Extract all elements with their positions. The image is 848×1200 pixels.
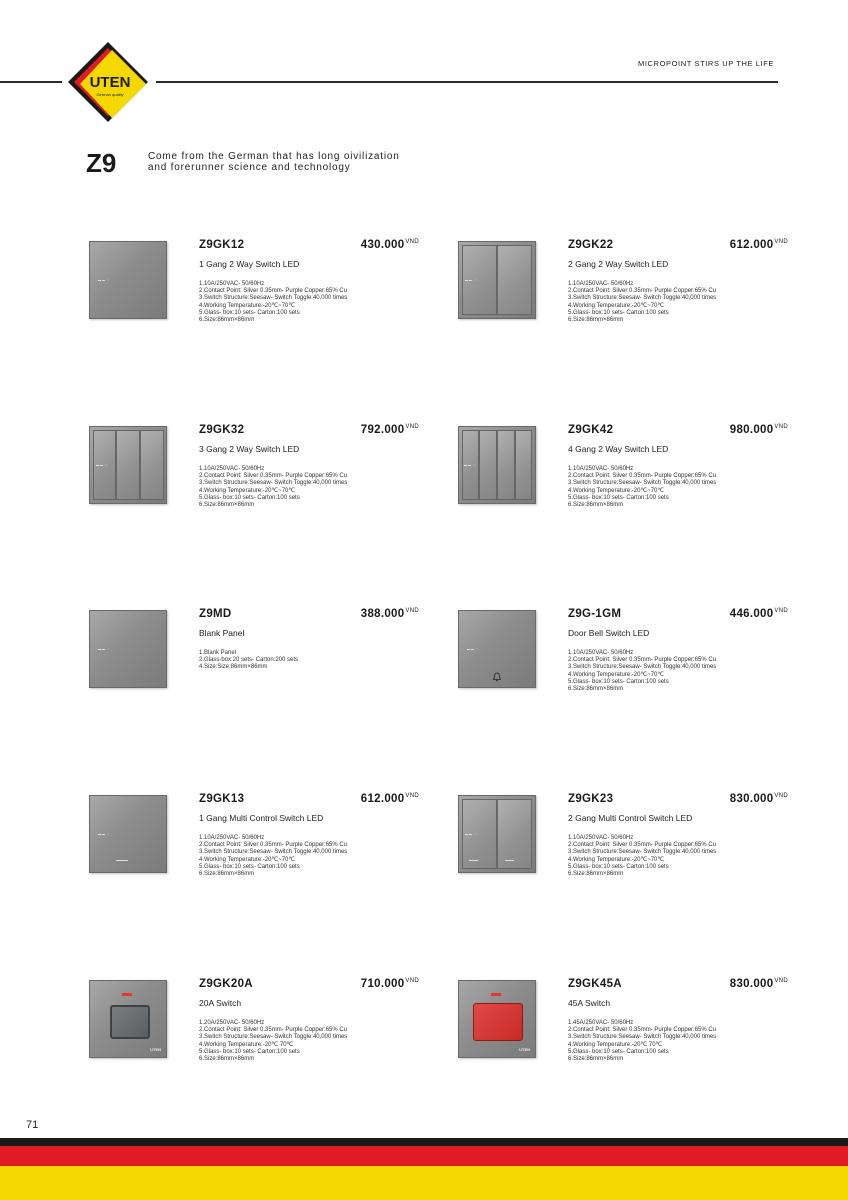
product-name: 20A Switch bbox=[199, 998, 242, 1008]
spec-line: 4.Working Temperature:-20℃~70℃ bbox=[568, 856, 665, 863]
spec-line: 4.Working Temperature:-20℃~70℃ bbox=[199, 302, 296, 309]
product-price: $446.000^{VND}$ bbox=[729, 608, 788, 620]
uten-logo bbox=[66, 40, 150, 124]
spec-line: 1.10A/250VAC- 50/60Hz bbox=[568, 835, 634, 841]
spec-line: 3.Switch Structure:Seesaw- Switch Toggle:40,000 times bbox=[199, 295, 348, 302]
spec-line: 5.Glass- box:10 sets- Carton:100 sets bbox=[199, 1048, 300, 1055]
product-price: $792.000^{VND}$ bbox=[360, 424, 419, 436]
spec-line: 1.Blank Panel bbox=[199, 650, 237, 656]
header-rule-right bbox=[156, 81, 778, 83]
product-price: $388.000^{VND}$ bbox=[360, 608, 419, 620]
spec-line: 1.10A/250VAC- 50/60Hz bbox=[568, 281, 634, 287]
series-description: Come from the German that has long oivilization and forerunner science and technology bbox=[148, 151, 400, 173]
rocker-switch bbox=[110, 1005, 150, 1039]
product-card bbox=[89, 241, 419, 381]
product-image: UTEN bbox=[89, 980, 167, 1058]
product-image: ▬ ▬ · ○ bbox=[458, 426, 536, 504]
spec-line: 6.Size:86mm×86mm bbox=[199, 1056, 255, 1063]
logo-text: UTEN bbox=[89, 74, 131, 91]
spec-line: 4.Working Temperature:-20℃ 70℃ bbox=[568, 1041, 663, 1048]
spec-line: 5.Glass- box:10 sets- Carton:100 sets bbox=[199, 863, 300, 870]
price-unit: VND bbox=[774, 424, 788, 430]
spec-line: 1.45A/250VAC- 50/60Hz bbox=[568, 1020, 634, 1026]
product-code: Z9GK23 bbox=[568, 793, 614, 805]
spec-line: 1.20A/250VAC- 50/60Hz bbox=[199, 1020, 265, 1026]
spec-line: 6.Size:86mm×86mm bbox=[568, 686, 624, 693]
spec-line: 3.Switch Structure:Seesaw- Switch Toggle:40,000 times bbox=[568, 295, 717, 302]
spec-line: 5.Glass- box:10 sets- Carton:100 sets bbox=[568, 1048, 669, 1055]
product-card bbox=[458, 426, 788, 566]
product-image: ▬ ▬ · ○ bbox=[89, 241, 167, 319]
logo-subtext: German quality bbox=[96, 92, 124, 97]
spec-line: 3.Switch Structure:Seesaw- Switch Toggle:40,000 times bbox=[199, 1034, 348, 1041]
price-unit: VND bbox=[405, 239, 419, 245]
series-code: Z9 bbox=[86, 148, 117, 178]
footer-stripe-black bbox=[0, 1138, 848, 1146]
product-specs bbox=[568, 1020, 716, 1063]
spec-line: 3.Switch Structure:Seesaw- Switch Toggle:40,000 times bbox=[568, 849, 717, 856]
spec-line: 2.Contact Point: Silver 0.35mm- Purple Copper:65% Cu bbox=[199, 842, 348, 849]
product-image: ▬ ▬ · ○ bbox=[89, 426, 167, 504]
product-name: 3 Gang 2 Way Switch LED bbox=[199, 444, 300, 454]
spec-line: 1.10A/250VAC- 50/60Hz bbox=[568, 650, 634, 656]
spec-line: 1.10A/250VAC- 50/60Hz bbox=[199, 281, 265, 287]
product-name: 1 Gang 2 Way Switch LED bbox=[199, 259, 300, 269]
spec-line: 6.Size:86mm×86mm bbox=[568, 317, 624, 324]
spec-line: 6.Size:86mm×86mm bbox=[199, 317, 255, 324]
spec-line: 4.Working Temperature:-20℃~70℃ bbox=[199, 487, 296, 494]
product-image: ▬ ▬ · ○ bbox=[458, 610, 536, 688]
spec-line: 6.Size:86mm×86mm bbox=[568, 502, 624, 509]
tagline: MICROPOINT STIRS UP THE LIFE bbox=[638, 59, 774, 68]
product-price: $830.000^{VND}$ bbox=[729, 978, 788, 990]
product-code: Z9GK32 bbox=[199, 424, 245, 436]
product-image: ▬ ▬ · ○ ▬▬▬ ▬▬▬ bbox=[458, 795, 536, 873]
product-name: 1 Gang Multi Control Switch LED bbox=[199, 813, 324, 823]
spec-line: 2.Contact Point: Silver 0.35mm- Purple Copper:65% Cu bbox=[568, 1027, 717, 1034]
product-code: Z9GK20A bbox=[199, 978, 253, 990]
spec-line: 3.Switch Structure:Seesaw- Switch Toggle:40,000 times bbox=[568, 1034, 717, 1041]
product-card bbox=[89, 610, 419, 750]
spec-line: 4.Working Temperature:-20℃~70℃ bbox=[568, 302, 665, 309]
product-name: Door Bell Switch LED bbox=[568, 628, 650, 638]
spec-line: 3.Switch Structure:Seesaw- Switch Toggle:40,000 times bbox=[568, 664, 717, 671]
product-card bbox=[89, 980, 419, 1120]
footer-stripe-red bbox=[0, 1146, 848, 1166]
product-card bbox=[89, 426, 419, 566]
spec-line: 2.Glass-box:20 sets- Carton:200 sets bbox=[199, 657, 299, 664]
spec-line: 6.Size:86mm×86mm bbox=[568, 1056, 624, 1063]
product-code: Z9MD bbox=[199, 608, 232, 620]
product-specs bbox=[199, 650, 298, 672]
product-specs bbox=[568, 281, 716, 324]
product-card bbox=[89, 795, 419, 935]
spec-line: 5.Glass- box:10 sets- Carton:100 sets bbox=[199, 309, 300, 316]
spec-line: 4.Size:Size:86mm×86mm bbox=[199, 664, 268, 671]
product-card bbox=[458, 241, 788, 381]
product-name: 2 Gang 2 Way Switch LED bbox=[568, 259, 669, 269]
spec-line: 6.Size:86mm×86mm bbox=[568, 871, 624, 878]
bell-icon bbox=[492, 672, 502, 682]
spec-line: 2.Contact Point: Silver 0.35mm- Purple Copper:65% Cu bbox=[199, 473, 348, 480]
spec-line: 3.Switch Structure:Seesaw- Switch Toggle:40,000 times bbox=[568, 480, 717, 487]
product-card bbox=[458, 980, 788, 1120]
product-specs bbox=[199, 281, 347, 324]
product-image: ▬ ▬ · ○ ▬▬▬▬ bbox=[89, 795, 167, 873]
spec-line: 4.Working Temperature:-20℃~70℃ bbox=[568, 487, 665, 494]
product-code: Z9GK22 bbox=[568, 239, 614, 251]
spec-line: 1.10A/250VAC- 50/60Hz bbox=[199, 466, 265, 472]
product-card bbox=[458, 610, 788, 750]
spec-line: 4.Working Temperature:-20℃~70℃ bbox=[568, 671, 665, 678]
product-image: UTEN bbox=[458, 980, 536, 1058]
product-name: 2 Gang Multi Control Switch LED bbox=[568, 813, 693, 823]
spec-line: 5.Glass- box:10 sets- Carton:100 sets bbox=[568, 494, 669, 501]
price-unit: VND bbox=[405, 793, 419, 799]
spec-line: 2.Contact Point: Silver 0.35mm- Purple Copper:65% Cu bbox=[568, 657, 717, 664]
spec-line: 2.Contact Point: Silver 0.35mm- Purple Copper:65% Cu bbox=[568, 842, 717, 849]
product-name: Blank Panel bbox=[199, 628, 245, 638]
spec-line: 2.Contact Point: Silver 0.35mm- Purple Copper:65% Cu bbox=[199, 1027, 348, 1034]
price-unit: VND bbox=[405, 608, 419, 614]
price-unit: VND bbox=[774, 608, 788, 614]
product-code: Z9GK13 bbox=[199, 793, 245, 805]
product-card bbox=[458, 795, 788, 935]
product-code: Z9G-1GM bbox=[568, 608, 622, 620]
product-image: ▬ ▬ · ○ bbox=[458, 241, 536, 319]
price-unit: VND bbox=[774, 239, 788, 245]
product-code: Z9GK12 bbox=[199, 239, 245, 251]
spec-line: 1.10A/250VAC- 50/60Hz bbox=[568, 466, 634, 472]
spec-line: 5.Glass- box:10 sets- Carton:100 sets bbox=[568, 309, 669, 316]
price-unit: VND bbox=[405, 978, 419, 984]
spec-line: 3.Switch Structure:Seesaw- Switch Toggle:40,000 times bbox=[199, 480, 348, 487]
product-price: $430.000^{VND}$ bbox=[360, 239, 419, 251]
rocker-switch bbox=[473, 1003, 523, 1041]
spec-line: 5.Glass- box:10 sets- Carton:100 sets bbox=[199, 494, 300, 501]
spec-line: 1.10A/250VAC- 50/60Hz bbox=[199, 835, 265, 841]
price-unit: VND bbox=[774, 978, 788, 984]
product-price: $830.000^{VND}$ bbox=[729, 793, 788, 805]
product-specs bbox=[199, 835, 347, 878]
price-unit: VND bbox=[774, 793, 788, 799]
header-rule-left bbox=[0, 81, 62, 83]
product-code: Z9GK42 bbox=[568, 424, 614, 436]
indicator-led bbox=[122, 993, 132, 996]
spec-line: 2.Contact Point: Silver 0.35mm- Purple Copper:65% Cu bbox=[568, 473, 717, 480]
spec-line: 6.Size:86mm×86mm bbox=[199, 871, 255, 878]
product-image: ▬ ▬ · ○ bbox=[89, 610, 167, 688]
product-specs bbox=[199, 466, 347, 509]
product-price: $612.000^{VND}$ bbox=[729, 239, 788, 251]
spec-line: 2.Contact Point: Silver 0.35mm- Purple Copper:65% Cu bbox=[568, 288, 717, 295]
product-price: $710.000^{VND}$ bbox=[360, 978, 419, 990]
spec-line: 4.Working Temperature:-20℃ 70℃ bbox=[199, 1041, 294, 1048]
spec-line: 4.Working Temperature:-20℃~70℃ bbox=[199, 856, 296, 863]
product-price: $980.000^{VND}$ bbox=[729, 424, 788, 436]
page-number: 71 bbox=[26, 1119, 39, 1131]
product-specs bbox=[568, 466, 716, 509]
footer-stripe-yellow bbox=[0, 1166, 848, 1200]
spec-line: 6.Size:86mm×86mm bbox=[199, 502, 255, 509]
indicator-led bbox=[491, 993, 501, 996]
product-specs bbox=[568, 835, 716, 878]
spec-line: 2.Contact Point: Silver 0.35mm- Purple Copper:65% Cu bbox=[199, 288, 348, 295]
product-specs bbox=[199, 1020, 347, 1063]
product-name: 45A Switch bbox=[568, 998, 611, 1008]
price-unit: VND bbox=[405, 424, 419, 430]
spec-line: 5.Glass- box:10 sets- Carton:100 sets bbox=[568, 678, 669, 685]
product-price: $612.000^{VND}$ bbox=[360, 793, 419, 805]
product-code: Z9GK45A bbox=[568, 978, 622, 990]
product-name: 4 Gang 2 Way Switch LED bbox=[568, 444, 669, 454]
spec-line: 3.Switch Structure:Seesaw- Switch Toggle:40,000 times bbox=[199, 849, 348, 856]
spec-line: 5.Glass- box:10 sets- Carton:100 sets bbox=[568, 863, 669, 870]
product-specs bbox=[568, 650, 716, 693]
